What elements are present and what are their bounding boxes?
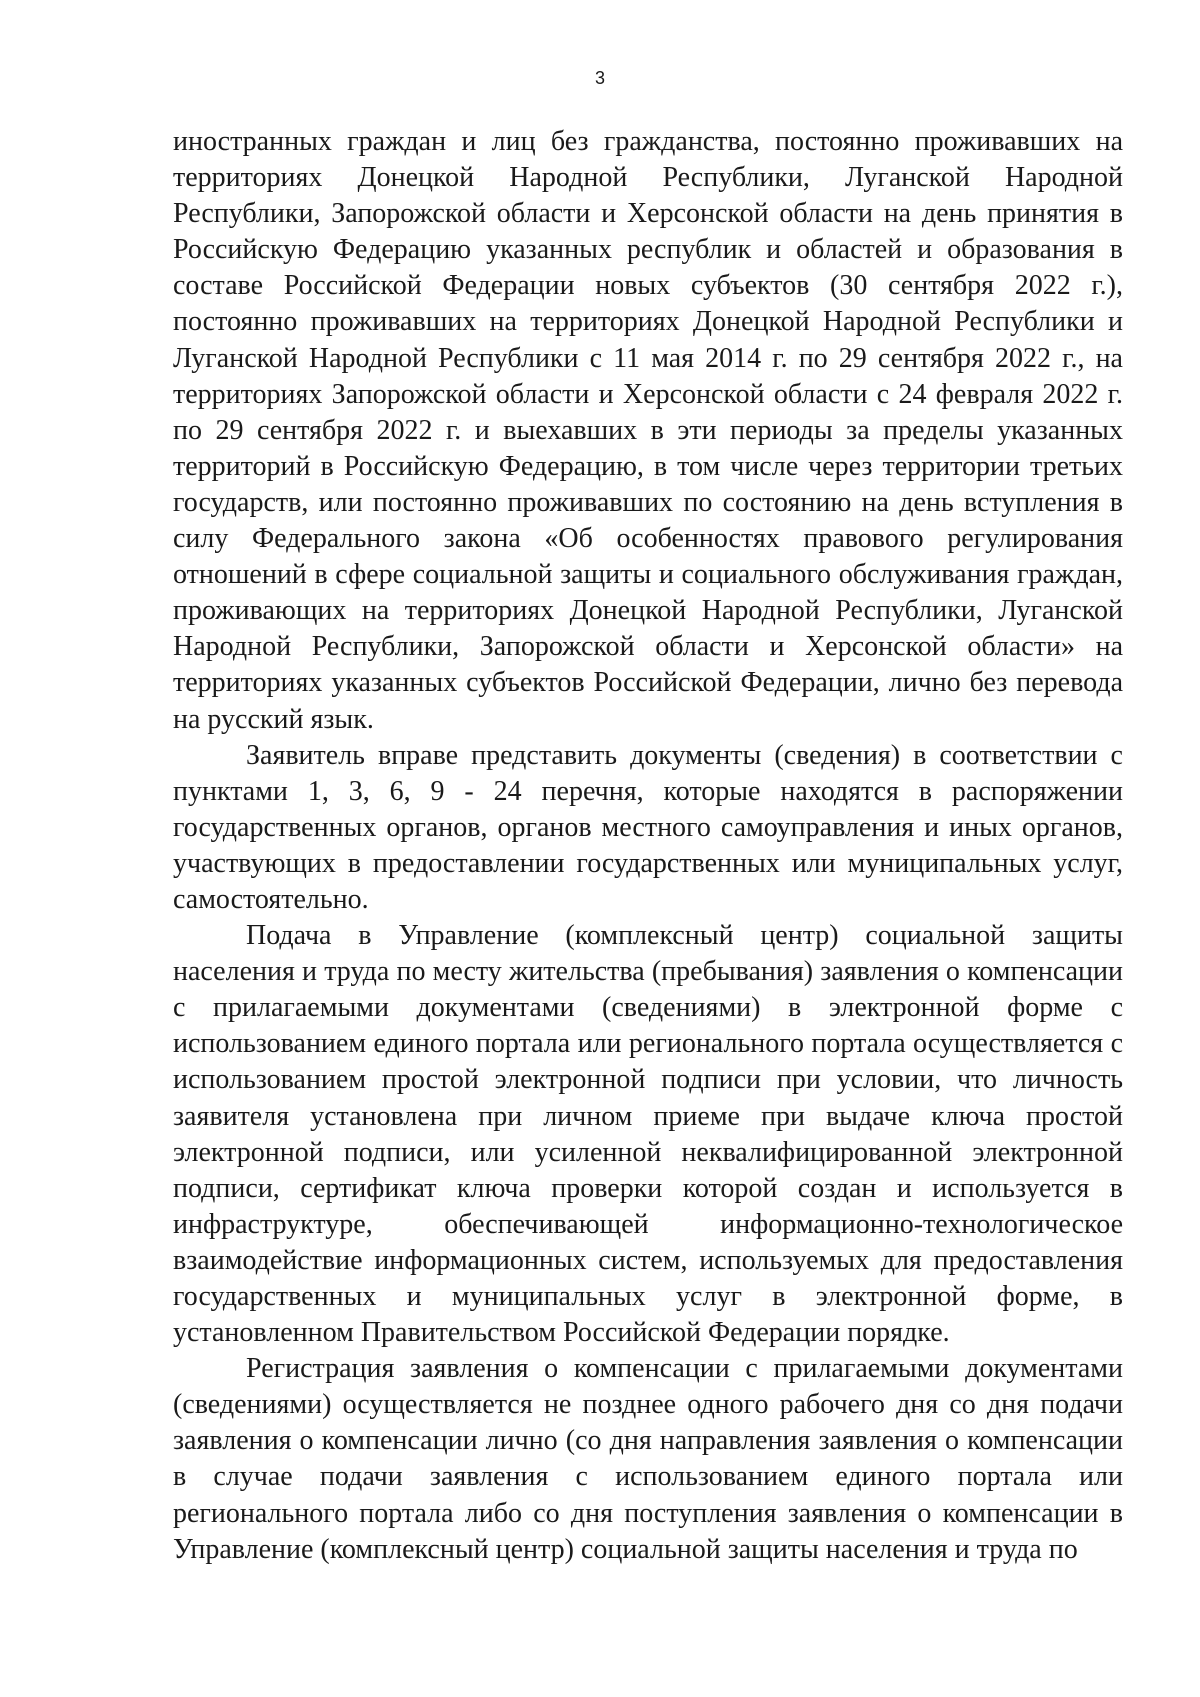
paragraph-electronic-submission: Подача в Управление (комплексный центр) социальной защиты населения и труда по месту жительства (пребывания) заявления о компенсации с прилагаемыми документами (сведениями) в электронной форме с использованием единого портала или регионального портала осуществляется с использованием простой электронной подписи при условии, что личность заявителя установлена при личном приеме при выдаче ключа простой электронной подписи, или усиленной неквалифицированной электронной подписи, сертификат ключа проверки которой создан и используется в инфраструктуре, обеспечивающей информационно-технологическое взаимодействие информационных систем, используемых для предоставления государственных и муниципальных услуг в электронной форме, в установленном Правительством Российской Федерации порядке. (173, 920, 1123, 1349)
paragraph-registration: Регистрация заявления о компенсации с прилагаемыми документами (сведениями) осуществляется не позднее одного рабочего дня со дня подачи заявления о компенсации лично (со дня направления заявления о компенсации в случае подачи заявления с использованием единого портала или регионального портала либо со дня поступления заявления о компенсации в Управление (комплексный центр) социальной защиты населения и труда по (173, 1353, 1123, 1565)
document-body (173, 124, 1123, 1568)
page-number: 3 (594, 68, 605, 88)
paragraph-applicant-right: Заявитель вправе представить документы (сведения) в соответствии с пунктами 1, 3, 6, 9 - 24 перечня, которые находятся в распоряжении государственных органов, органов местного самоуправления и иных органов, участвующих в предоставлении государственных или муниципальных услуг, самостоятельно. (173, 739, 1123, 915)
paragraph-continuation: иностранных граждан и лиц без гражданства, постоянно проживавших на территориях Донецкой Народной Республики, Луганской Народной Республики, Запорожской области и Херсонской области на день принятия в Российскую Федерацию указанных республик и областей и образования в составе Российской Федерации новых субъектов (30 сентября 2022 г.), постоянно проживавших на территориях Донецкой Народной Республики и Луганской Народной Республики с 11 мая 2014 г. по 29 сентября 2022 г., на территориях Запорожской области и Херсонской области с 24 февраля 2022 г. по 29 сентября 2022 г. и выехавших в эти периоды за пределы указанных территорий в Российскую Федерацию, в том числе через территории третьих государств, или постоянно проживавших по состоянию на день вступления в силу Федерального закона «Об особенностях правового регулирования отношений в сфере социальной защиты и социального обслуживания граждан, проживающих на территориях Донецкой Народной Республики, Луганской Народной Республики, Запорожской области и Херсонской области» на территориях указанных субъектов Российской Федерации, лично без перевода на русский язык. (173, 126, 1123, 735)
